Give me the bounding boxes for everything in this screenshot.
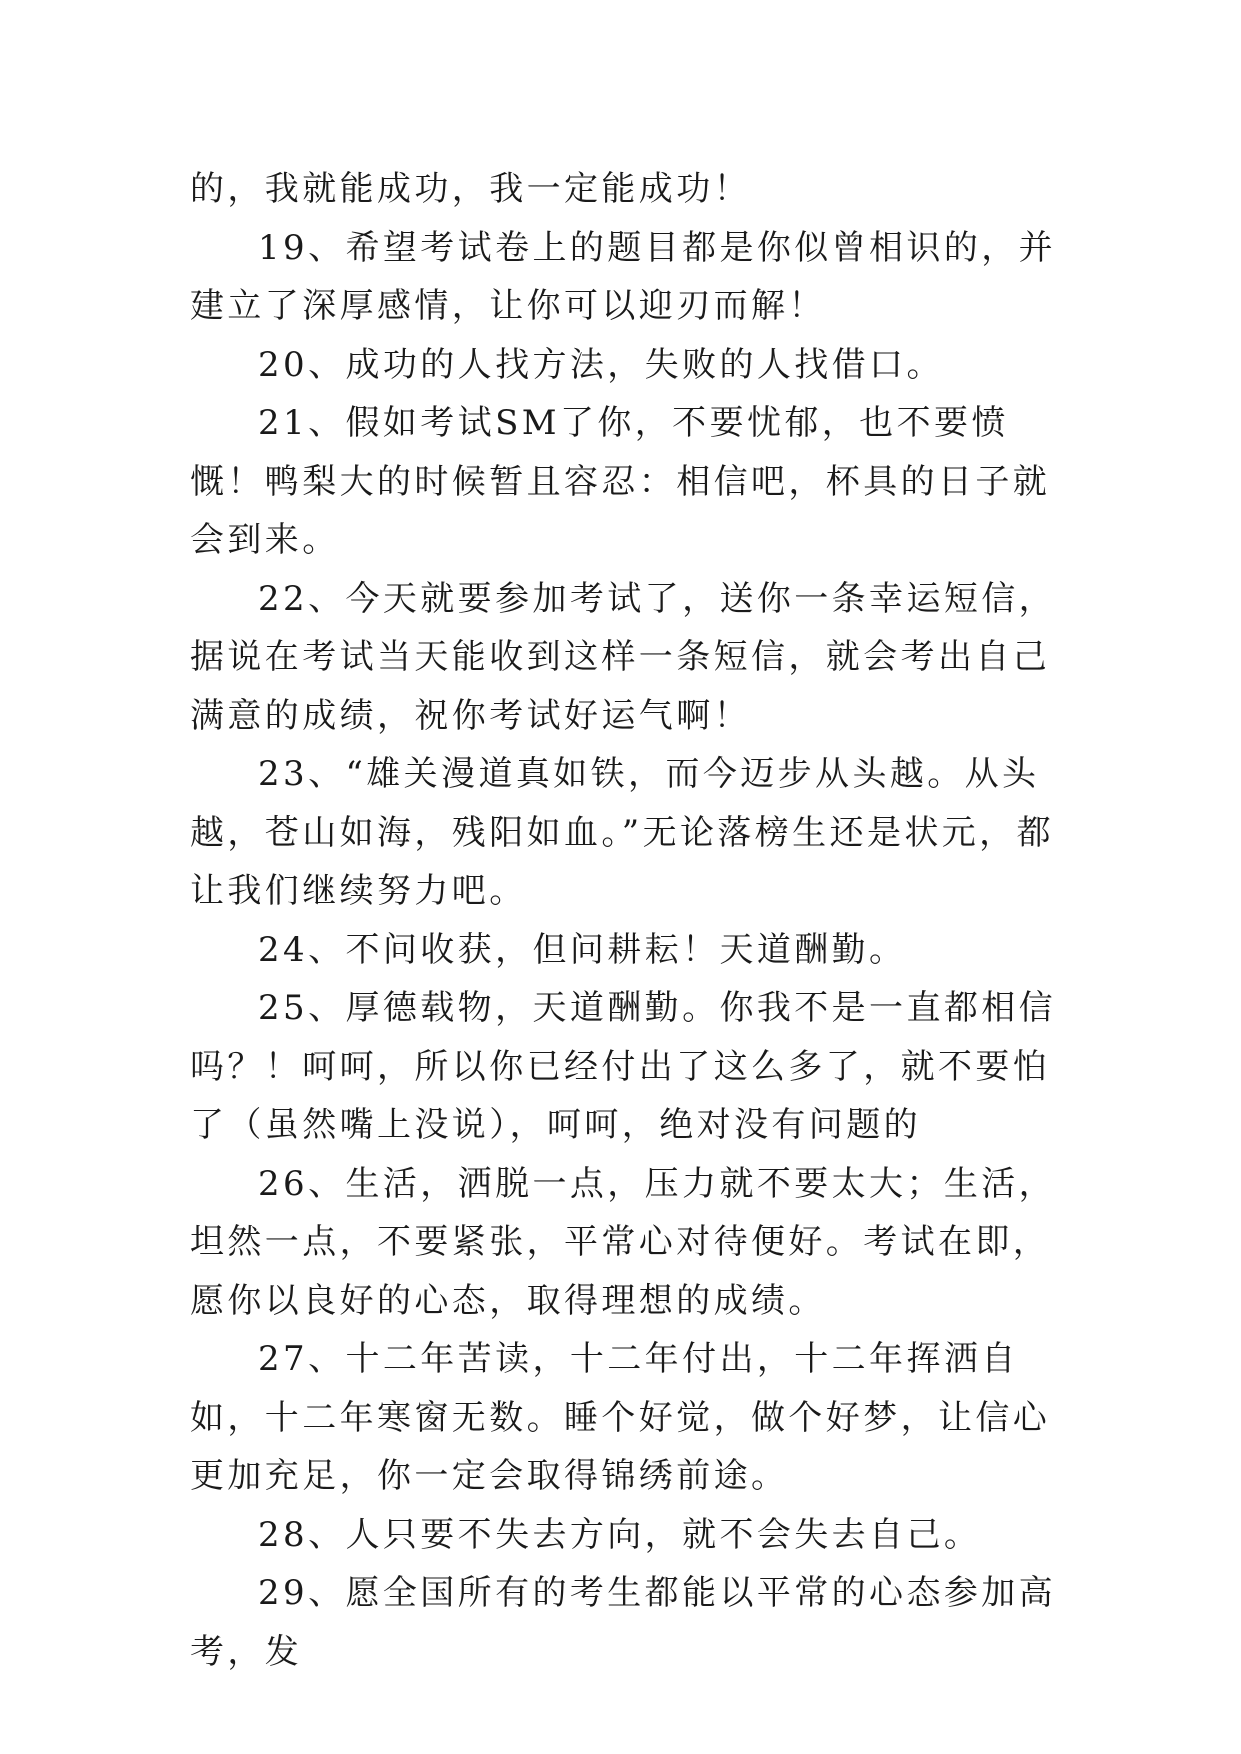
paragraph-27: 27、十二年苦读，十二年付出，十二年挥洒自如，十二年寒窗无数。睡个好觉，做个好梦，让信心更加充足，你一定会取得锦绣前途。 <box>190 1339 1051 1496</box>
paragraph-continuation: 的，我就能成功，我一定能成功！ <box>190 169 751 209</box>
paragraph-29: 29、愿全国所有的考生都能以平常的心态参加高考，发 <box>190 1573 1057 1672</box>
paragraph-19: 19、希望考试卷上的题目都是你似曾相识的，并建立了深厚感情，让你可以迎刃而解！ <box>190 227 1057 326</box>
paragraph-23: 23、“雄关漫道真如铁，而今迈步从头越。从头越，苍山如海，残阳如血。”无论落榜生还是状元，都让我们继续努力吧。 <box>190 754 1054 911</box>
paragraph-20: 20、成功的人找方法，失败的人找借口。 <box>258 344 944 385</box>
paragraph-26: 26、生活，洒脱一点，压力就不要太大；生活，坦然一点，不要紧张，平常心对待便好。考试在即，愿你以良好的心态，取得理想的成绩。 <box>190 1163 1057 1321</box>
paragraph-22: 22、今天就要参加考试了，送你一条幸运短信，据说在考试当天能收到这样一条短信，就会考出自己满意的成绩，祝你考试好运气啊！ <box>190 578 1057 736</box>
paragraph-28: 28、人只要不失去方向，就不会失去自己。 <box>258 1514 982 1555</box>
paragraph-25: 25、厚德载物，天道酬勤。你我不是一直都相信吗？！呵呵，所以你已经付出了这么多了，就不要怕了（虽然嘴上没说），呵呵，绝对没有问题的 <box>190 988 1057 1145</box>
paragraph-21: 21、假如考试SM了你，不要忧郁，也不要愤慨！鸭梨大的时候暂且容忍：相信吧，杯具的日子就会到来。 <box>190 403 1051 560</box>
document-page <box>190 160 1060 1681</box>
paragraph-24: 24、不问收获，但问耕耘！天道酬勤。 <box>258 929 907 970</box>
